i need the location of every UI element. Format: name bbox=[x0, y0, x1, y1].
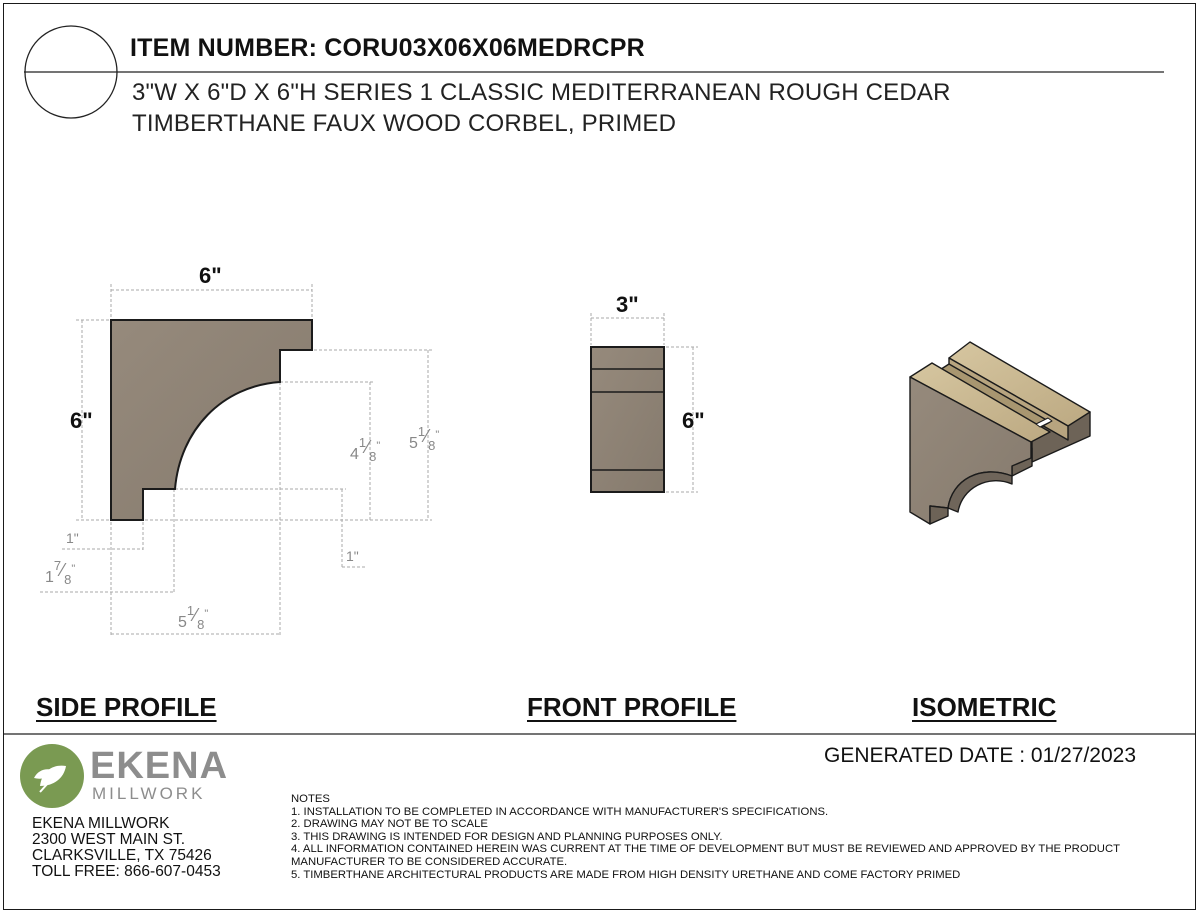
frac-slash: ⁄ bbox=[425, 426, 429, 446]
company-city: CLARKSVILLE, TX 75426 bbox=[32, 847, 212, 864]
frac-num: 7 bbox=[53, 558, 62, 573]
front-width-dim: 3" bbox=[616, 292, 639, 317]
frac-inch: " bbox=[204, 608, 209, 620]
side-dim-bottom-5-1-8 bbox=[178, 603, 208, 632]
notes-block bbox=[291, 793, 1181, 881]
product-description-line-1: 3"W X 6"D X 6"H SERIES 1 CLASSIC MEDITERRANEAN ROUGH CEDAR bbox=[132, 79, 951, 106]
frac-whole: 5 bbox=[409, 435, 418, 452]
frac-whole: 5 bbox=[178, 614, 187, 631]
note-item: 1. INSTALLATION TO BE COMPLETED IN ACCORDANCE WITH MANUFACTURER'S SPECIFICATIONS. bbox=[291, 805, 829, 818]
note-item: 4. ALL INFORMATION CONTAINED HEREIN WAS CURRENT AT THE TIME OF DEVELOPMENT BUT MUST BE REVIEWED AND APPROVED BY THE PRODUCT MANUFACTURER TO BE CONSIDERED ACCURATE. bbox=[291, 843, 1120, 868]
note-item: 5. TIMBERTHANE ARCHITECTURAL PRODUCTS ARE MADE FROM HIGH DENSITY URETHANE AND COME FACTORY PRIMED bbox=[291, 868, 961, 881]
frac-den: 8 bbox=[197, 617, 205, 632]
frac-inch: " bbox=[376, 440, 381, 452]
note-item: 2. DRAWING MAY NOT BE TO SCALE bbox=[291, 818, 488, 831]
side-width-dim: 6" bbox=[199, 263, 222, 288]
isometric-label: ISOMETRIC bbox=[912, 692, 1057, 722]
frac-den: 8 bbox=[428, 438, 436, 453]
side-dim-1-7-8 bbox=[45, 558, 75, 587]
frac-slash: ⁄ bbox=[366, 437, 370, 457]
company-name: EKENA MILLWORK bbox=[32, 815, 170, 832]
logo-wordmark: EKENA bbox=[90, 745, 229, 787]
frac-num: 1 bbox=[417, 424, 426, 439]
frac-inch: " bbox=[71, 563, 76, 575]
frac-whole: 4 bbox=[350, 446, 359, 463]
front-profile-label: FRONT PROFILE bbox=[527, 692, 737, 722]
notes-title: NOTES bbox=[291, 793, 330, 805]
side-height-dim: 6" bbox=[70, 408, 93, 433]
company-street: 2300 WEST MAIN ST. bbox=[32, 831, 186, 848]
product-description-line-2: TIMBERTHANE FAUX WOOD CORBEL, PRIMED bbox=[132, 110, 677, 137]
front-profile-drawing bbox=[591, 313, 698, 492]
side-dim-right-1: 1" bbox=[346, 548, 359, 564]
frac-slash: ⁄ bbox=[61, 560, 65, 580]
front-height-dim: 6" bbox=[682, 408, 705, 433]
ekena-logo-icon bbox=[20, 744, 84, 808]
generated-date: GENERATED DATE : 01/27/2023 bbox=[824, 744, 1137, 767]
side-profile-shape bbox=[111, 320, 312, 520]
logo-subtitle: MILLWORK bbox=[92, 784, 206, 803]
company-phone: TOLL FREE: 866-607-0453 bbox=[32, 863, 221, 880]
frac-num: 1 bbox=[358, 435, 367, 450]
side-dim-left-1: 1" bbox=[66, 530, 79, 546]
frac-whole: 1 bbox=[45, 569, 54, 586]
frac-den: 8 bbox=[64, 572, 72, 587]
frac-den: 8 bbox=[369, 449, 377, 464]
side-dim-right-5-1-8 bbox=[409, 424, 439, 453]
side-profile-label: SIDE PROFILE bbox=[36, 692, 217, 722]
isometric-drawing bbox=[910, 342, 1090, 524]
frac-inch: " bbox=[435, 429, 440, 441]
frac-slash: ⁄ bbox=[194, 605, 198, 625]
frac-num: 1 bbox=[186, 603, 195, 618]
side-dim-4-1-8 bbox=[350, 435, 380, 464]
item-number: ITEM NUMBER: CORU03X06X06MEDRCPR bbox=[130, 34, 645, 62]
note-item: 3. THIS DRAWING IS INTENDED FOR DESIGN AND PLANNING PURPOSES ONLY. bbox=[291, 830, 723, 843]
